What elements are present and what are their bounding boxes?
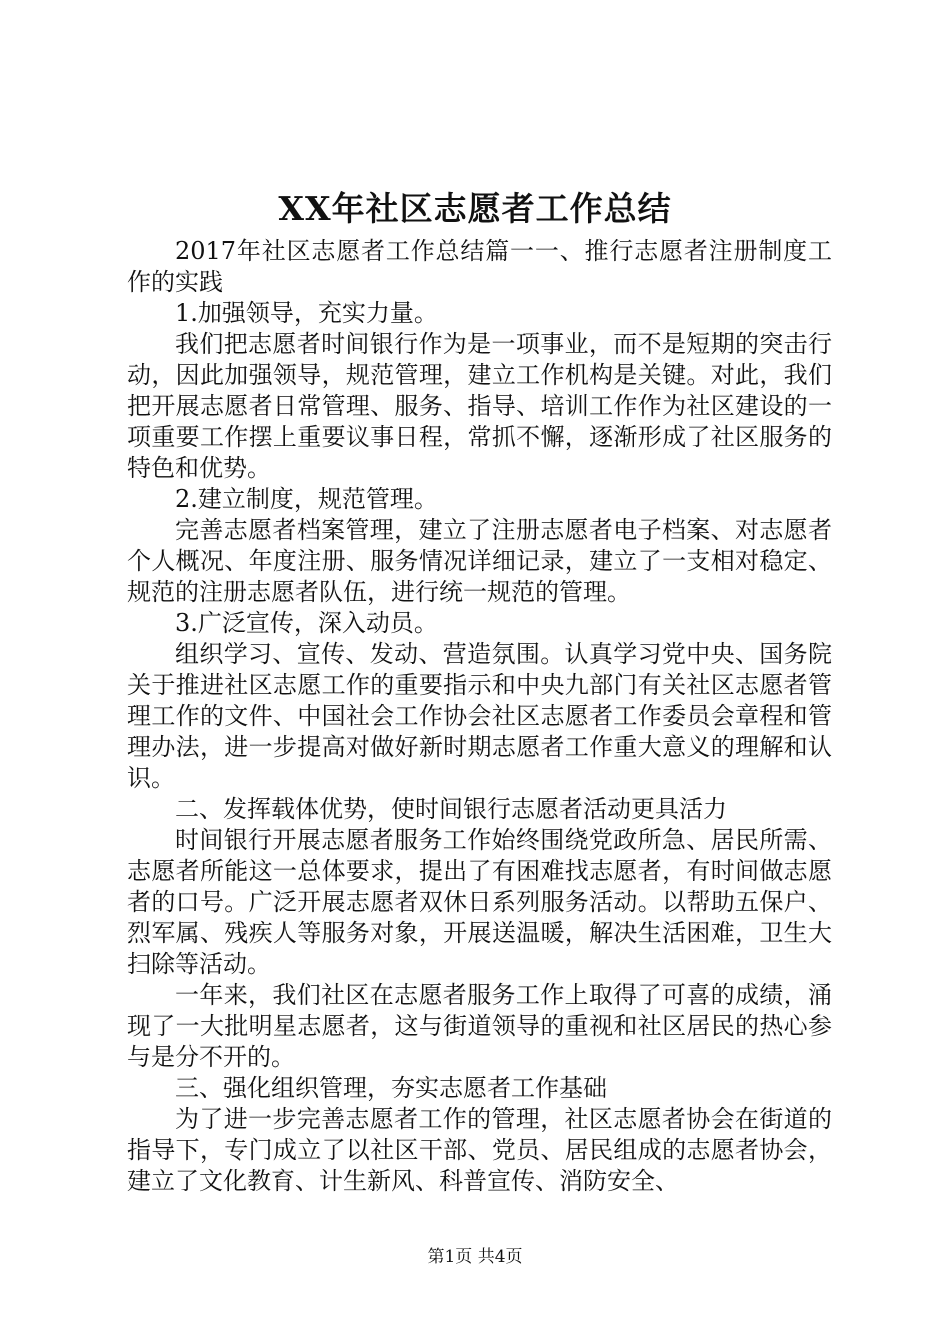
paragraph: 二、发挥载体优势，使时间银行志愿者活动更具活力: [175, 795, 727, 823]
paragraph: 1.加强领导，充实力量。: [175, 299, 438, 327]
paragraph: 三、强化组织管理，夯实志愿者工作基础: [175, 1074, 607, 1102]
paragraph: 完善志愿者档案管理，建立了注册志愿者电子档案、对志愿者个人概况、年度注册、服务情况详细记录，建立了一支相对稳定、规范的注册志愿者队伍，进行统一规范的管理。: [127, 516, 832, 606]
paragraph: 组织学习、宣传、发动、营造氛围。认真学习党中央、国务院关于推进社区志愿工作的重要指示和中央九部门有关社区志愿者管理工作的文件、中国社会工作协会社区志愿者工作委员会章程和管理办法，进一步提高对做好新时期志愿者工作重大意义的理解和认识。: [127, 640, 832, 792]
paragraph: 2.建立制度，规范管理。: [175, 485, 438, 513]
paragraph: 2017年社区志愿者工作总结篇一一、推行志愿者注册制度工作的实践: [127, 237, 832, 296]
paragraph: 时间银行开展志愿者服务工作始终围绕党政所急、居民所需、志愿者所能这一总体要求，提出了有困难找志愿者，有时间做志愿者的口号。广泛开展志愿者双休日系列服务活动。以帮助五保户、烈军属、残疾人等服务对象，开展送温暖，解决生活困难，卫生大扫除等活动。: [127, 826, 832, 978]
page-number-footer: 第1页 共4页: [427, 1247, 523, 1267]
paragraph: 我们把志愿者时间银行作为是一项事业，而不是短期的突击行动，因此加强领导，规范管理，建立工作机构是关键。对此，我们把开展志愿者日常管理、服务、指导、培训工作作为社区建设的一项重要工作摆上重要议事日程，常抓不懈，逐渐形成了社区服务的特色和优势。: [127, 330, 832, 482]
document-body: [127, 236, 832, 1197]
paragraph: 3.广泛宣传，深入动员。: [175, 609, 438, 637]
document-title: XX年社区志愿者工作总结: [278, 189, 672, 228]
paragraph: 一年来，我们社区在志愿者服务工作上取得了可喜的成绩，涌现了一大批明星志愿者，这与街道领导的重视和社区居民的热心参与是分不开的。: [127, 981, 832, 1071]
paragraph: 为了进一步完善志愿者工作的管理，社区志愿者协会在街道的指导下，专门成立了以社区干部、党员、居民组成的志愿者协会，建立了文化教育、计生新风、科普宣传、消防安全、: [127, 1105, 832, 1195]
